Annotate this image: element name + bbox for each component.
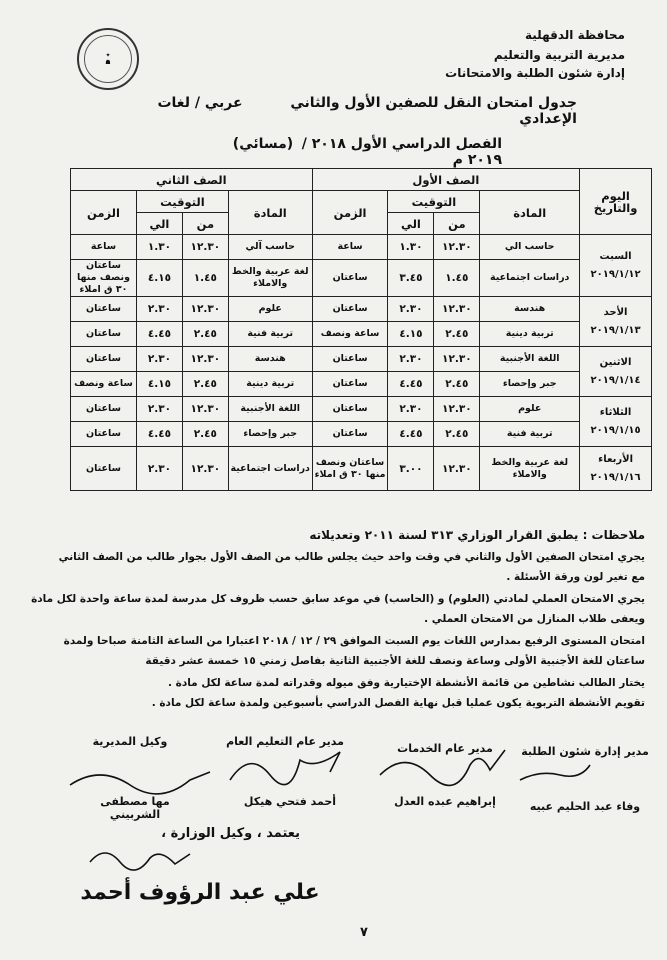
g2-to-header: الي	[136, 213, 182, 235]
g1-subject-cell: تربية فنية	[480, 422, 580, 447]
g1-to-header: الي	[388, 213, 434, 235]
dept-name: إدارة شئون الطلبة والامتحانات	[445, 66, 625, 80]
g1-duration-cell: ساعتان	[312, 422, 388, 447]
signature-title-general-ed: مدير عام التعليم العام	[226, 735, 344, 748]
ministry-logo	[77, 28, 139, 90]
signature-name-students: وفاء عبد الحليم عبيه	[529, 800, 641, 813]
day-date-cell	[580, 297, 652, 347]
g1-from-cell: ١٢.٣٠	[434, 347, 480, 372]
g1-subject-cell: علوم	[480, 397, 580, 422]
g2-from-cell: ١٢.٣٠	[182, 235, 228, 260]
grade1-header: الصف الأول	[312, 169, 579, 191]
g2-from-cell: ١٢.٣٠	[182, 397, 228, 422]
day-date: ٢٠١٩/١/١٤	[590, 374, 641, 386]
g1-subject-cell: دراسات اجتماعية	[480, 260, 580, 297]
term-label: الفصل الدراسي الأول ٢٠١٨ / ٢٠١٩ م	[301, 136, 502, 168]
g1-subject-cell: تربية دينية	[480, 322, 580, 347]
note-line: يختار الطالب نشاطين من قائمة الأنشطة الإختيارية وفق ميوله وقدراته لمدة ساعة لكل مادة .	[167, 677, 645, 689]
day-name: الأربعاء	[598, 453, 633, 465]
table-row	[71, 372, 652, 397]
g1-from-cell: ١٢.٣٠	[434, 397, 480, 422]
day-date-cell	[580, 235, 652, 297]
page-title: جدول امتحان النقل للصفين الأول والثاني الإعدادي	[290, 95, 577, 127]
directorate-name: مديرية التربية والتعليم	[493, 48, 625, 62]
g2-from-cell: ١٢.٣٠	[182, 297, 228, 322]
g1-from-cell: ٢.٤٥	[434, 372, 480, 397]
signature-title-services: مدير عام الخدمات	[397, 742, 493, 755]
signature-name-general-ed: أحمد فتحي هيكل	[243, 795, 337, 808]
g1-duration-cell: ساعتان ونصف منها ٣٠ ق املاء	[312, 447, 388, 491]
notes-block	[25, 528, 645, 710]
handwritten-signatures	[0, 740, 667, 800]
g1-to-cell: ٤.٤٥	[388, 372, 434, 397]
shift-label: (مسائي)	[232, 136, 294, 152]
g1-to-cell: ٢.٣٠	[388, 347, 434, 372]
day-date-cell	[580, 397, 652, 447]
g2-subject-cell: هندسة	[228, 347, 312, 372]
g2-duration-cell: ساعتان ونصف منها ٣٠ ق املاء	[71, 260, 137, 297]
g2-subject-cell: حاسب آلي	[228, 235, 312, 260]
note-line: ويعفى طلاب المنازل من الامتحان العملي .	[424, 613, 645, 625]
g2-subject-cell: تربية دينية	[228, 372, 312, 397]
subject-type: عربي / لغات	[157, 95, 243, 111]
g2-to-cell: ٢.٣٠	[136, 397, 182, 422]
g2-duration-cell: ساعة ونصف	[71, 372, 137, 397]
g1-subject-cell: هندسة	[480, 297, 580, 322]
g2-duration-header: الزمن	[71, 191, 137, 235]
day-date-cell	[580, 347, 652, 397]
table-row	[71, 397, 652, 422]
g1-from-cell: ١٢.٣٠	[434, 447, 480, 491]
g2-subject-cell: جبر وإحصاء	[228, 422, 312, 447]
g1-subject-header: المادة	[480, 191, 580, 235]
g2-duration-cell: ساعتان	[71, 422, 137, 447]
table-row	[71, 422, 652, 447]
g1-to-cell: ٤.٤٥	[388, 422, 434, 447]
g2-to-cell: ٤.٤٥	[136, 422, 182, 447]
grade2-header: الصف الثاني	[71, 169, 313, 191]
g2-to-cell: ٤.١٥	[136, 372, 182, 397]
g1-duration-cell: ساعتان	[312, 297, 388, 322]
day-date: ٢٠١٩/١/١٥	[590, 424, 641, 436]
table-row	[71, 235, 652, 260]
g1-from-header: من	[434, 213, 480, 235]
g2-duration-cell: ساعتان	[71, 347, 137, 372]
note-line: يجري الامتحان العملي لمادتي (العلوم) و (الحاسب) في موعد سابق حسب ظروف كل مدرسة لمدة ساعة واحدة لكل مادة	[31, 593, 645, 605]
g2-subject-cell: لغة عربية والخط والاملاء	[228, 260, 312, 297]
note-line: مع تغير لون ورقة الأسئلة .	[506, 571, 645, 583]
g2-subject-cell: تربية فنية	[228, 322, 312, 347]
g1-subject-cell: لغة عربية والخط والاملاء	[480, 447, 580, 491]
g1-to-cell: ٣.٤٥	[388, 260, 434, 297]
g2-timing-header: التوقيت	[136, 191, 228, 213]
g1-duration-cell: ساعة ونصف	[312, 322, 388, 347]
g1-duration-cell: ساعتان	[312, 260, 388, 297]
g1-subject-cell: اللغة الأجنبية	[480, 347, 580, 372]
gov-name: محافظة الدقهلية	[525, 28, 625, 42]
approval-label: يعتمد ، وكيل الوزارة ،	[161, 826, 300, 841]
g2-to-cell: ٤.١٥	[136, 260, 182, 297]
day-date-header: اليوم والتاريخ	[580, 169, 652, 235]
g2-to-cell: ٢.٣٠	[136, 297, 182, 322]
approval-name: علي عبد الرؤوف أحمد	[80, 880, 320, 905]
exam-schedule-table	[70, 168, 652, 491]
g1-duration-cell: ساعتان	[312, 372, 388, 397]
day-date: ٢٠١٩/١/١٦	[590, 471, 641, 483]
g2-from-cell: ٢.٤٥	[182, 372, 228, 397]
note-line: تقويم الأنشطة التربوية يكون عمليا قبل نهاية الفصل الدراسي بأسبوعين ولمدة ساعة لكل مادة .	[151, 697, 645, 709]
g1-to-cell: ٤.١٥	[388, 322, 434, 347]
g1-from-cell: ١.٤٥	[434, 260, 480, 297]
logo-emblem-icon: ✦ ☗	[84, 35, 132, 83]
note-line: ساعتان للغة الأجنبية الأولى وساعة ونصف للغة الأجنبية الثانية بفاصل زمني ١٥ خمسة عشر دقيقة	[145, 655, 645, 667]
g2-from-header: من	[182, 213, 228, 235]
g2-to-cell: ٢.٣٠	[136, 347, 182, 372]
g1-timing-header: التوقيت	[388, 191, 480, 213]
g1-duration-cell: ساعتان	[312, 347, 388, 372]
page-number: ٧	[360, 925, 368, 940]
day-date-cell	[580, 447, 652, 491]
g1-from-cell: ١٢.٣٠	[434, 235, 480, 260]
g1-from-cell: ١٢.٣٠	[434, 297, 480, 322]
g2-from-cell: ٢.٤٥	[182, 422, 228, 447]
g1-subject-cell: حاسب الي	[480, 235, 580, 260]
header-org	[395, 28, 625, 80]
g2-to-cell: ٤.٤٥	[136, 322, 182, 347]
day-name: السبت	[599, 250, 632, 262]
signature-title-students: مدير إدارة شئون الطلبة	[521, 745, 649, 758]
g1-to-cell: ٣.٠٠	[388, 447, 434, 491]
g2-from-cell: ٢.٤٥	[182, 322, 228, 347]
table-row	[71, 260, 652, 297]
g2-duration-cell: ساعتان	[71, 322, 137, 347]
signature-name-services: إبراهيم عبده العدل	[394, 795, 496, 808]
day-date: ٢٠١٩/١/١٢	[590, 268, 641, 280]
g1-duration-cell: ساعتان	[312, 397, 388, 422]
signature-title-deputy: وكيل المديرية	[92, 735, 168, 748]
table-row	[71, 297, 652, 322]
signature-name-deputy: مها مصطفى الشربيني	[100, 795, 170, 821]
g1-duration-header: الزمن	[312, 191, 388, 235]
table-row	[71, 347, 652, 372]
g2-from-cell: ١٢.٣٠	[182, 447, 228, 491]
g2-duration-cell: ساعتان	[71, 447, 137, 491]
g2-subject-cell: علوم	[228, 297, 312, 322]
notes-title: ملاحظات : يطبق القرار الوزاري ٣١٣ لسنة ٢٠١١ وتعديلاته	[309, 528, 645, 542]
table-row	[71, 447, 652, 491]
day-name: الثلاثاء	[599, 406, 632, 418]
g1-to-cell: ٢.٣٠	[388, 397, 434, 422]
g2-subject-cell: اللغة الأجنبية	[228, 397, 312, 422]
day-date: ٢٠١٩/١/١٣	[590, 324, 641, 336]
day-name: الأحد	[603, 306, 628, 318]
g2-duration-cell: ساعة	[71, 235, 137, 260]
g2-from-cell: ١٢.٣٠	[182, 347, 228, 372]
g1-from-cell: ٢.٤٥	[434, 422, 480, 447]
schedule-body	[71, 235, 652, 491]
g2-to-cell: ٢.٣٠	[136, 447, 182, 491]
table-row	[71, 322, 652, 347]
g2-to-cell: ١.٣٠	[136, 235, 182, 260]
g1-duration-cell: ساعة	[312, 235, 388, 260]
g1-subject-cell: جبر وإحصاء	[480, 372, 580, 397]
day-name: الاثنين	[599, 356, 632, 368]
g2-from-cell: ١.٤٥	[182, 260, 228, 297]
g1-from-cell: ٢.٤٥	[434, 322, 480, 347]
g1-to-cell: ٢.٣٠	[388, 297, 434, 322]
note-line: يجري امتحان الصفين الأول والثاني في وقت واحد حيث يجلس طالب من الصف الأول بجوار طالب من الصف الثاني	[58, 551, 645, 563]
g2-duration-cell: ساعتان	[71, 297, 137, 322]
g1-to-cell: ١.٣٠	[388, 235, 434, 260]
g2-duration-cell: ساعتان	[71, 397, 137, 422]
g2-subject-header: المادة	[228, 191, 312, 235]
note-line: امتحان المستوى الرفيع بمدارس اللغات يوم السبت الموافق ٢٩ / ١٢ / ٢٠١٨ اعتبارا من الساعة الثامنة صباحا ولمدة	[63, 635, 645, 647]
approval-signature	[80, 842, 200, 878]
g2-subject-cell: دراسات اجتماعية	[228, 447, 312, 491]
